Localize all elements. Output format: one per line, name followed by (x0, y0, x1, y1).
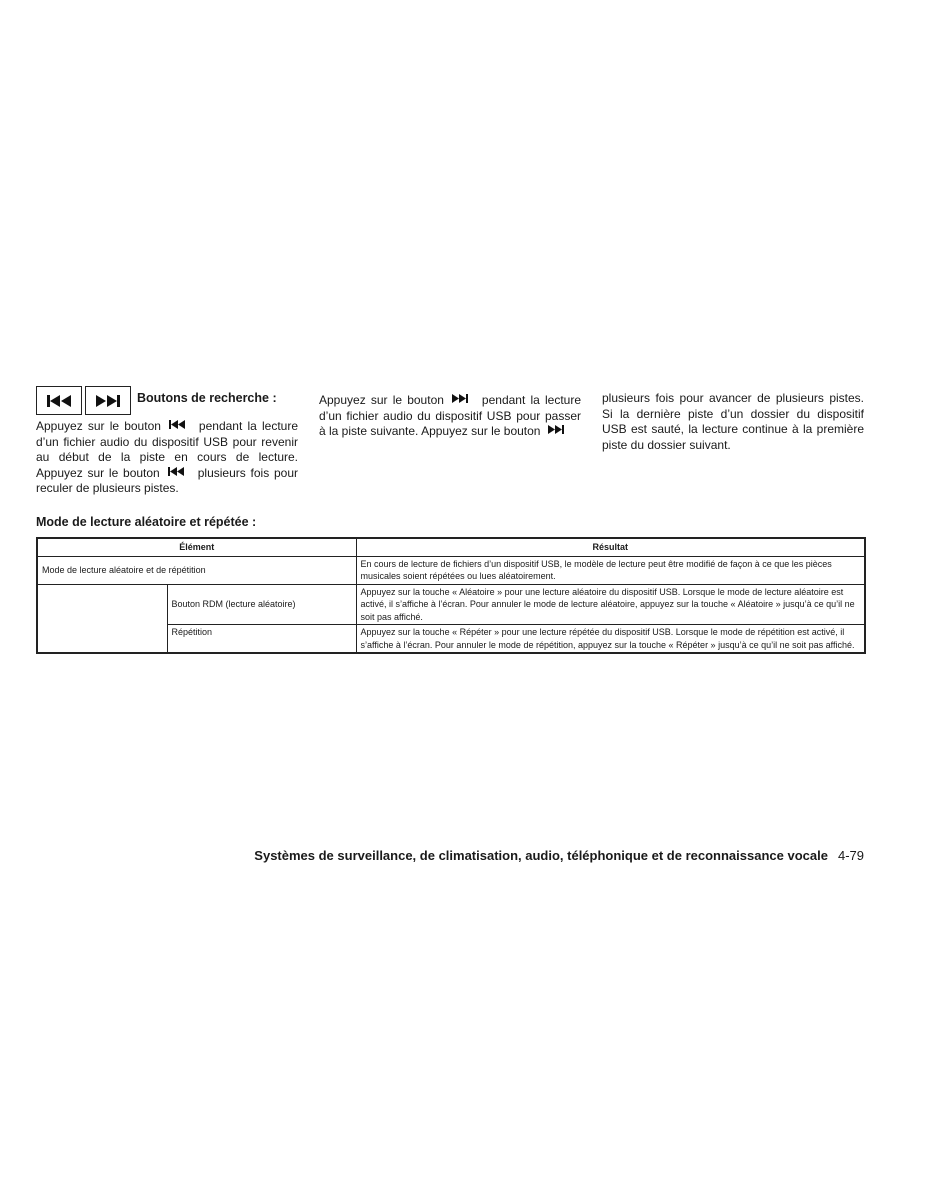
row1-element: Mode de lecture aléatoire et de répétition (37, 556, 356, 584)
page-number: 4-79 (837, 848, 864, 863)
next-button-illustration (85, 386, 131, 415)
table-row (37, 556, 865, 584)
mode-table (36, 537, 866, 654)
col3-text: plusieurs fois pour avancer de plusieurs pistes. Si la dernière piste d’un dossier du dispositif USB est sauté, la lecture continue à la première piste du dossier suivant. (602, 391, 864, 452)
skip-next-icon (95, 395, 121, 407)
prev-button-illustration (36, 386, 82, 415)
col1-text-b: pendant la lecture d’un fichier audio du dispositif USB pour revenir au début de la piste en cours de lecture. Appuyez sur le bouton (36, 419, 298, 480)
footer-title: Systèmes de surveillance, de climatisation, audio, téléphonique et de reconnaissance vocale (254, 848, 828, 863)
table-header-row (37, 538, 865, 556)
col1-text-a: Appuyez sur le bouton (36, 419, 161, 433)
skip-previous-icon (46, 395, 72, 407)
mode-heading: Mode de lecture aléatoire et répétée : (36, 515, 257, 529)
col1-text-c: plusieurs fois pour reculer de plusieurs pistes. (36, 465, 298, 495)
row2-sub: Bouton RDM (lecture aléatoire) (167, 584, 356, 625)
col2-text-a: Appuyez sur le bouton (319, 393, 444, 407)
row2-empty-cell (37, 584, 167, 653)
table-row (37, 584, 865, 625)
page-footer (0, 848, 864, 863)
header-element: Élément (37, 538, 356, 556)
header-result: Résultat (356, 538, 865, 556)
row1-result: En cours de lecture de fichiers d’un dispositif USB, le modèle de lecture peut être modifié de façon à ce que les pièces musicales soient répétées ou lues aléatoirement. (356, 556, 865, 584)
skip-next-icon (548, 425, 564, 434)
text-column-3 (602, 391, 864, 453)
skip-next-icon (452, 394, 468, 403)
text-column-2 (319, 393, 581, 440)
col2-text-b: pendant la lecture d’un fichier audio du dispositif USB pour passer à la piste suivante. Appuyez sur le bouton (319, 393, 581, 438)
row2-result: Appuyez sur la touche « Aléatoire » pour une lecture aléatoire du dispositif USB. Lorsque le mode de lecture aléatoire est activé, il s’affiche à l’écran. Pour annuler le mode de lecture aléatoire, appuyez sur la touche « Aléatoire » jusqu’à ce qu’il ne soit pas affiché. (356, 584, 865, 625)
row3-result: Appuyez sur la touche « Répéter » pour une lecture répétée du dispositif USB. Lorsque le mode de répétition est activé, il s’affiche à l’écran. Pour annuler le mode de répétition, appuyez sur la touche « Répéter » jusqu’à ce qu’il ne soit pas affiché. (356, 625, 865, 654)
text-column-1 (36, 419, 298, 497)
skip-previous-icon (168, 467, 184, 476)
row3-sub: Répétition (167, 625, 356, 654)
skip-previous-icon (169, 420, 185, 429)
search-buttons-heading: Boutons de recherche : (137, 391, 277, 405)
